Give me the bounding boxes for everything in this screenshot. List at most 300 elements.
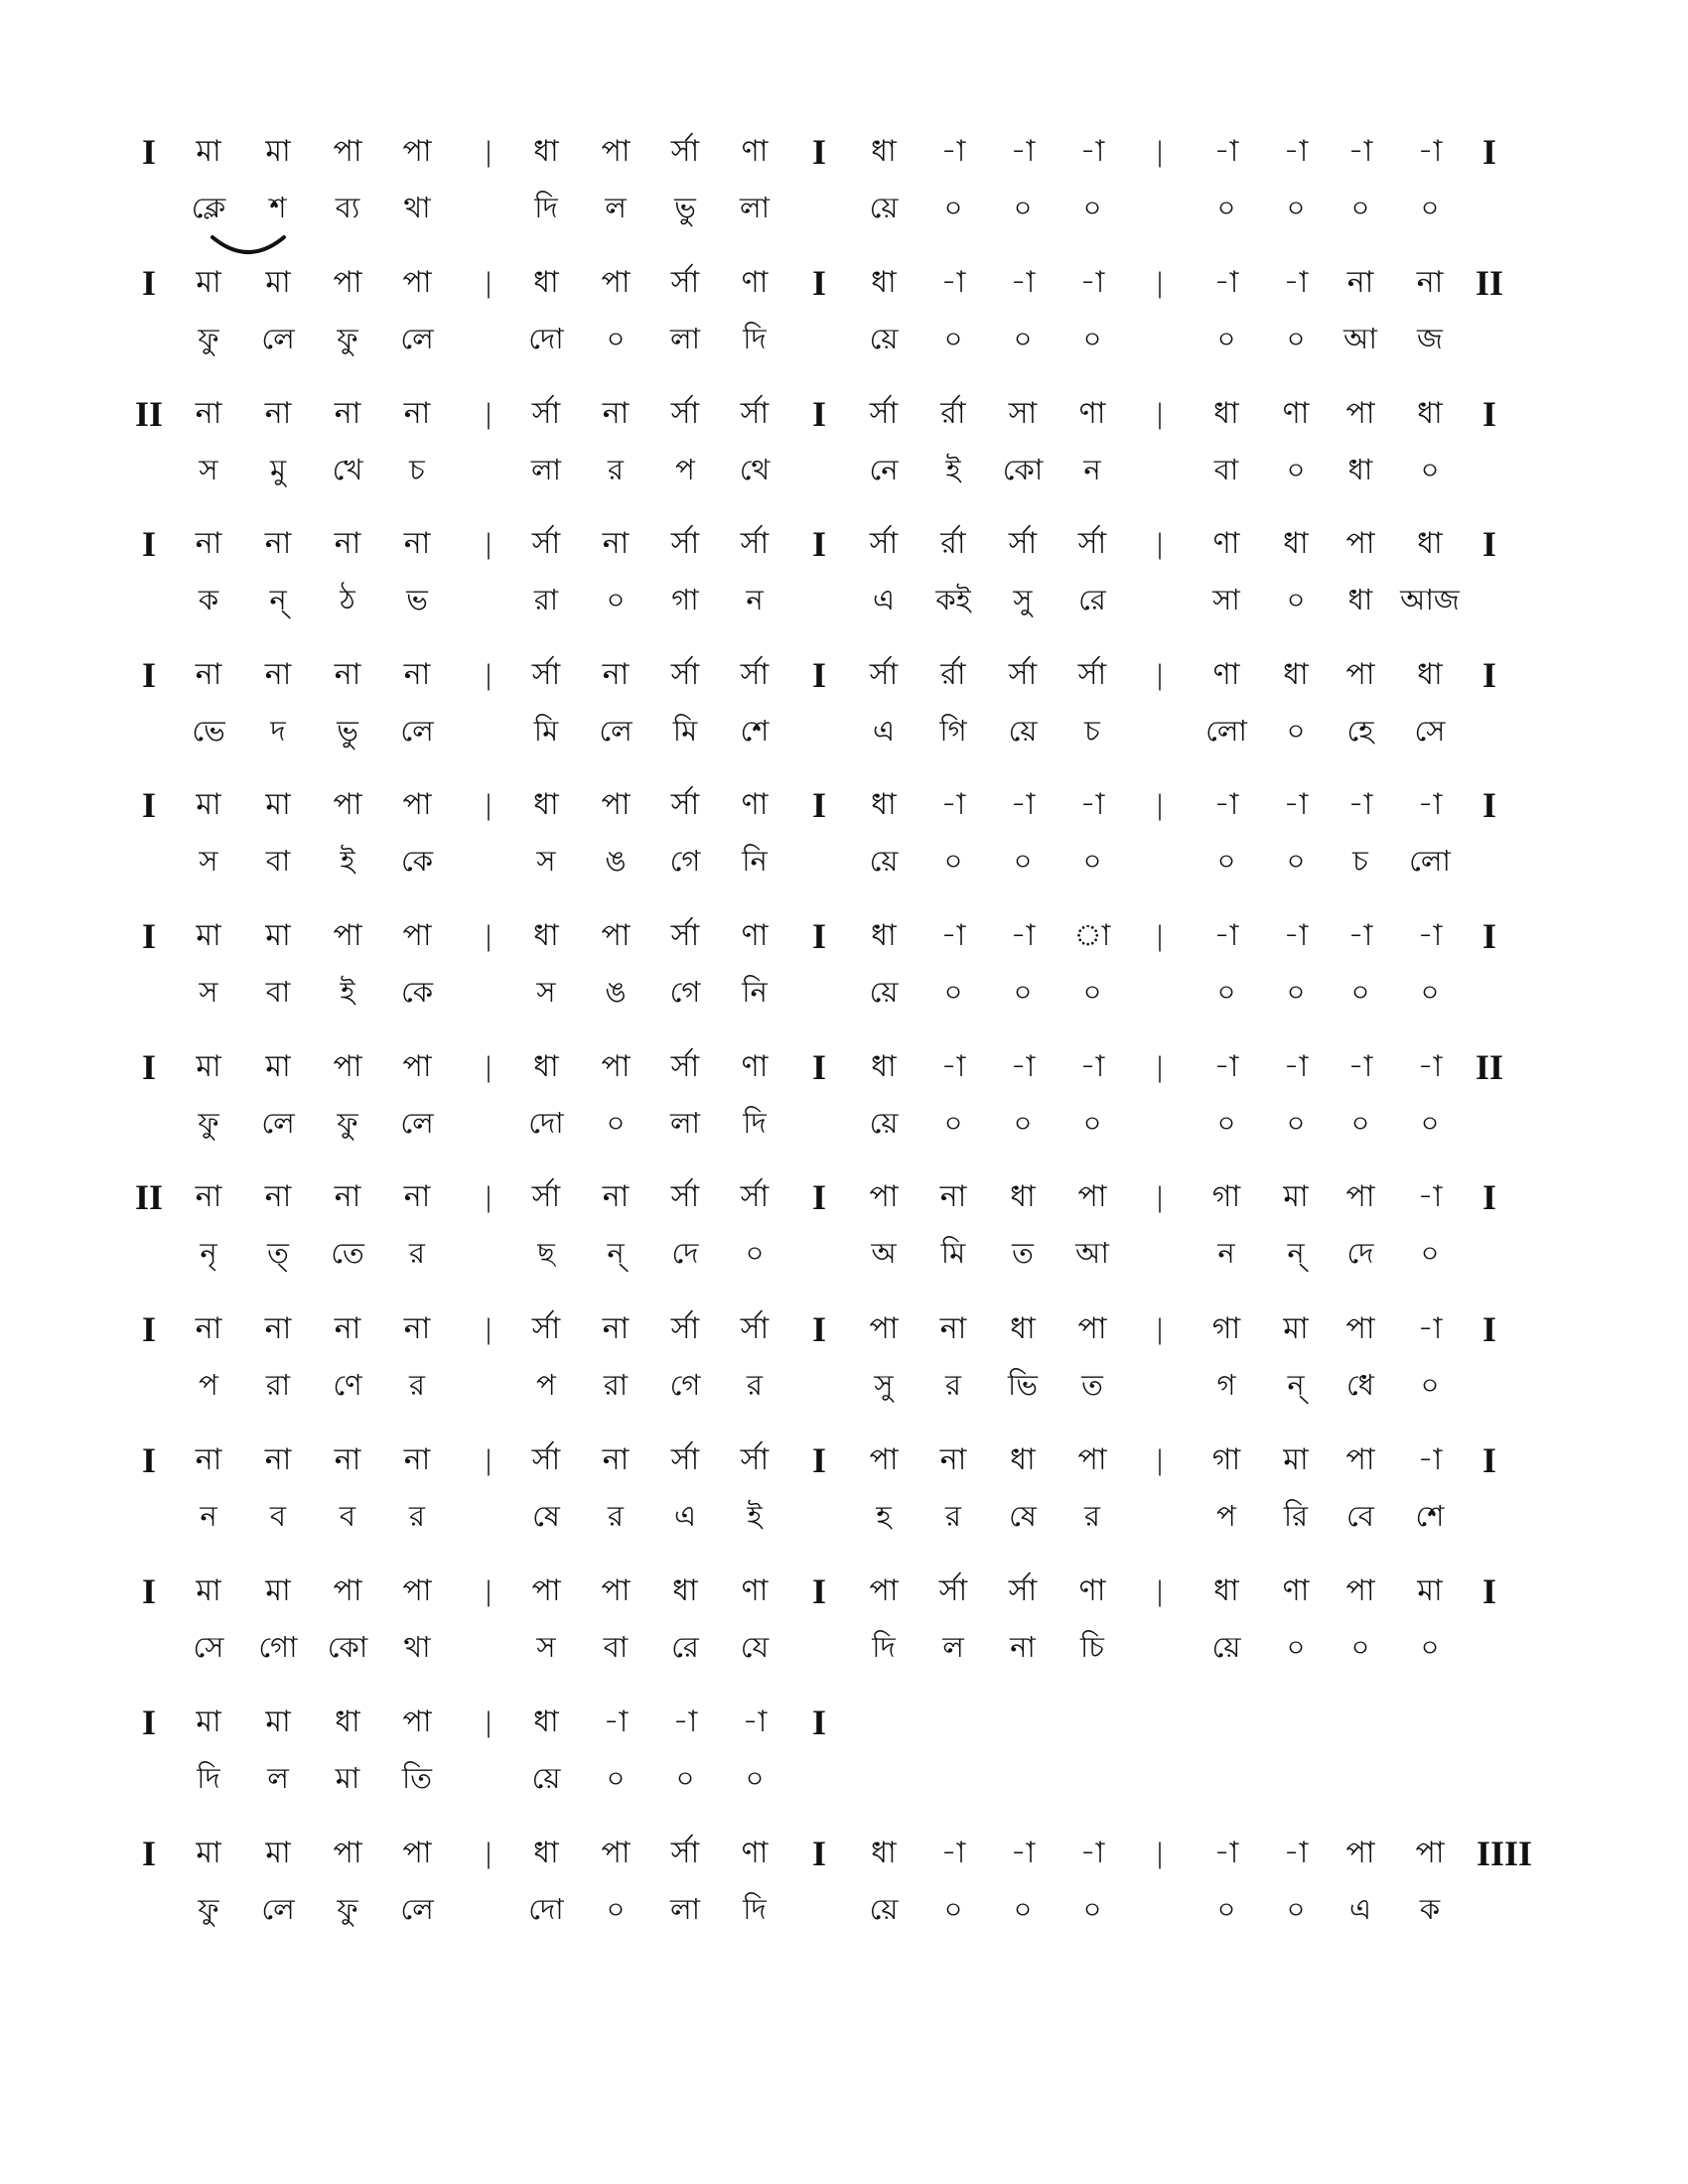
note: র্রা	[940, 396, 966, 431]
lyric-syllable: লে	[400, 1892, 434, 1926]
notes-row	[129, 1044, 1539, 1094]
note: না	[403, 1179, 431, 1214]
note: না	[195, 657, 222, 692]
lyric-syllable: ০	[745, 1236, 765, 1270]
note: র্সা	[740, 657, 770, 692]
note: না	[264, 396, 292, 431]
lyric-syllable: ন্	[1287, 1236, 1305, 1270]
note: ণা	[741, 1573, 769, 1608]
lyric-syllable: স	[536, 844, 556, 878]
note: পা	[402, 1705, 432, 1739]
lyric-syllable: ০	[1286, 1630, 1306, 1664]
note: র্রা	[940, 657, 966, 692]
lyric-syllable: এ	[1348, 1892, 1372, 1926]
bar-mark: I	[141, 132, 156, 172]
lyric-syllable: আজ	[1400, 583, 1460, 616]
note: পা	[402, 265, 432, 300]
note: না	[602, 1442, 630, 1477]
lyric-syllable: দে	[1346, 1236, 1374, 1270]
note: ণা	[1078, 396, 1106, 431]
note: পা	[869, 1311, 899, 1346]
notation-line	[129, 129, 1539, 238]
note: ধা	[871, 787, 897, 822]
notes-row	[129, 782, 1539, 832]
lyric-syllable: ভু	[337, 714, 358, 748]
lyric-syllable: গো	[258, 1630, 298, 1664]
lyric-syllable: মি	[672, 714, 698, 748]
lyric-syllable: র	[1084, 1499, 1100, 1533]
note: ধা	[533, 1049, 559, 1084]
lyric-syllable: মি	[940, 1236, 966, 1270]
lyric-syllable: ধা	[1347, 453, 1373, 486]
note: না	[403, 1311, 431, 1346]
note: মা	[265, 1573, 291, 1608]
note: -া	[1347, 787, 1373, 822]
bar-mark: |	[485, 397, 492, 430]
note: ণা	[741, 134, 769, 169]
note: না	[403, 526, 431, 561]
note: -া	[940, 265, 966, 300]
lyric-syllable: ত্	[267, 1236, 289, 1270]
lyric-syllable: দে	[671, 1236, 699, 1270]
note: না	[602, 1311, 630, 1346]
note: ধা	[1417, 396, 1443, 431]
lyric-syllable: ০	[1286, 191, 1306, 224]
notation-line	[129, 913, 1539, 1023]
lyric-syllable: গি	[939, 714, 967, 748]
note: না	[334, 657, 361, 692]
lyric-syllable: স	[199, 844, 218, 878]
bar-mark: |	[1156, 266, 1163, 299]
lyric-syllable: ই	[945, 453, 961, 486]
bar-mark: I	[1481, 1177, 1496, 1217]
note: র্সা	[1008, 1573, 1038, 1608]
lyric-syllable: শ	[269, 191, 287, 224]
bar-mark: |	[1156, 397, 1163, 430]
note: র্সা	[531, 657, 561, 692]
lyric-syllable: র	[747, 1368, 763, 1402]
lyric-syllable: যে	[740, 1630, 770, 1664]
note: ণা	[1078, 1573, 1106, 1608]
bar-mark: I	[141, 785, 156, 825]
lyric-syllable: জ	[1417, 322, 1443, 355]
lyric-syllable: স	[536, 1630, 556, 1664]
notes-row	[129, 652, 1539, 702]
lyric-syllable: ০	[1420, 453, 1440, 486]
lyric-syllable: ০	[1286, 1892, 1306, 1926]
bar-mark: II	[134, 394, 164, 434]
bar-mark: |	[485, 919, 492, 952]
note: -া	[1010, 1836, 1036, 1870]
note: না	[264, 526, 292, 561]
lyric-syllable: দো	[528, 322, 564, 355]
lyric-syllable: য়ে	[869, 975, 899, 1009]
bar-mark: |	[1156, 1180, 1163, 1213]
lyric-syllable: ধা	[1347, 583, 1373, 616]
lyric-syllable: কে	[400, 844, 434, 878]
bar-mark: |	[485, 1180, 492, 1213]
lyric-syllable: য়ে	[869, 322, 899, 355]
notation-line	[129, 391, 1539, 500]
note: পা	[601, 787, 631, 822]
lyric-syllable: নি	[742, 975, 768, 1009]
bar-mark: |	[1156, 1312, 1163, 1345]
lyric-syllable: হে	[1346, 714, 1374, 748]
lyric-syllable: লা	[669, 322, 701, 355]
note: ধা	[1010, 1179, 1036, 1214]
lyric-syllable: র	[409, 1499, 425, 1533]
lyric-syllable: গা	[671, 583, 699, 616]
notes-row	[129, 1174, 1539, 1224]
lyric-syllable: আ	[1075, 1236, 1109, 1270]
note: পা	[869, 1179, 899, 1214]
note: ধা	[1283, 526, 1309, 561]
lyric-syllable: চ	[409, 453, 425, 486]
lyric-syllable: ০	[1286, 1106, 1306, 1140]
lyrics-row	[129, 1493, 1539, 1543]
lyrics-row	[129, 447, 1539, 496]
bar-mark: |	[1156, 1837, 1163, 1869]
lyric-syllable: ০	[1286, 844, 1306, 878]
note: না	[334, 1179, 361, 1214]
lyric-syllable: ই	[340, 975, 355, 1009]
note: না	[602, 1179, 630, 1214]
note: ধা	[1010, 1311, 1036, 1346]
lyric-syllable: স	[199, 975, 218, 1009]
bar-mark: |	[1156, 788, 1163, 821]
lyric-syllable: অ	[871, 1236, 897, 1270]
bar-mark: |	[485, 1050, 492, 1083]
note: ধা	[871, 1836, 897, 1870]
note: -া	[1213, 1049, 1239, 1084]
note: -া	[1213, 787, 1239, 822]
lyrics-row	[129, 1755, 1539, 1805]
lyric-syllable: ল	[267, 1761, 289, 1795]
lyric-syllable: ০	[1216, 975, 1236, 1009]
lyric-syllable: বে	[1346, 1499, 1374, 1533]
lyric-syllable: ০	[1082, 322, 1102, 355]
bar-mark: I	[1481, 1571, 1496, 1611]
note: না	[939, 1311, 967, 1346]
note: না	[602, 657, 630, 692]
bar-mark: II	[134, 1177, 164, 1217]
lyric-syllable: ঠ	[340, 583, 355, 616]
lyric-syllable: ঙ	[605, 844, 627, 878]
lyric-syllable: য়ে	[869, 1106, 899, 1140]
lyrics-row	[129, 1230, 1539, 1280]
note: -া	[1283, 265, 1309, 300]
note: না	[1416, 265, 1444, 300]
lyric-syllable: ল	[942, 1630, 964, 1664]
lyric-syllable: য়ে	[531, 1761, 561, 1795]
note: পা	[1345, 1442, 1375, 1477]
bar-mark: I	[141, 1309, 156, 1349]
note: -া	[1417, 1311, 1443, 1346]
notation-line	[129, 1569, 1539, 1678]
lyric-syllable: সে	[193, 1630, 224, 1664]
lyric-syllable: চি	[1080, 1630, 1104, 1664]
lyric-syllable: কে	[400, 975, 434, 1009]
lyric-syllable: ব্য	[335, 191, 360, 224]
note: ধা	[533, 918, 559, 953]
notes-row	[129, 1437, 1539, 1487]
note: ণা	[741, 918, 769, 953]
bar-mark: I	[1481, 132, 1496, 172]
note: র্সা	[670, 918, 700, 953]
lyric-syllable: লা	[739, 191, 771, 224]
lyric-syllable: বা	[1213, 453, 1239, 486]
note: গা	[1211, 1442, 1241, 1477]
note: -া	[940, 1836, 966, 1870]
lyric-syllable: বা	[265, 975, 291, 1009]
bar-mark: I	[1481, 394, 1496, 434]
lyric-syllable: ০	[606, 1892, 626, 1926]
note: না	[939, 1179, 967, 1214]
bar-mark: I	[1481, 1440, 1496, 1480]
bar-mark: I	[811, 394, 826, 434]
note: র্সা	[740, 1311, 770, 1346]
lyric-syllable: ০	[1082, 191, 1102, 224]
note: না	[602, 396, 630, 431]
notation-line	[129, 652, 1539, 761]
lyric-syllable: প	[199, 1368, 218, 1402]
note: ধা	[1213, 1573, 1239, 1608]
note: ধা	[871, 134, 897, 169]
note: -া	[1079, 134, 1105, 169]
lyric-syllable: নৃ	[200, 1236, 217, 1270]
bar-mark: |	[485, 1443, 492, 1476]
lyric-syllable: লে	[400, 1106, 434, 1140]
lyric-syllable: থা	[403, 191, 431, 224]
notation-line	[129, 1700, 1539, 1809]
lyric-syllable: ০	[943, 844, 963, 878]
bar-mark: I	[811, 132, 826, 172]
lyric-syllable: ০	[943, 191, 963, 224]
note: পা	[333, 134, 362, 169]
note: মা	[1283, 1311, 1309, 1346]
note: পা	[402, 134, 432, 169]
lyric-syllable: ল	[605, 191, 627, 224]
lyrics-row	[129, 316, 1539, 365]
note: র্সা	[1008, 526, 1038, 561]
note: -া	[1213, 918, 1239, 953]
bar-mark: I	[141, 655, 156, 695]
bar-mark: |	[485, 1837, 492, 1869]
lyric-syllable: লে	[599, 714, 633, 748]
bar-mark: |	[485, 658, 492, 691]
notation-line	[129, 1437, 1539, 1547]
note: ধা	[871, 1049, 897, 1084]
note: পা	[333, 787, 362, 822]
lyric-syllable: ০	[606, 322, 626, 355]
note: পা	[601, 1836, 631, 1870]
note: -া	[1010, 1049, 1036, 1084]
lyric-syllable: ত	[1081, 1368, 1103, 1402]
lyric-syllable: দি	[197, 1761, 220, 1795]
lyric-syllable: ন	[746, 583, 764, 616]
lyric-syllable: দ	[270, 714, 286, 748]
bar-mark: I	[141, 524, 156, 564]
notes-row	[129, 521, 1539, 571]
lyric-syllable: রা	[603, 1368, 629, 1402]
note: -া	[672, 1705, 698, 1739]
lyric-syllable: ফু	[198, 1892, 219, 1926]
note: র্সা	[670, 657, 700, 692]
note: ধা	[1213, 396, 1239, 431]
note: পা	[1345, 1573, 1375, 1608]
lyrics-row	[129, 969, 1539, 1019]
note: মা	[265, 787, 291, 822]
lyric-syllable: ন্	[269, 583, 287, 616]
note: মা	[196, 1573, 221, 1608]
bar-mark: |	[1156, 1443, 1163, 1476]
lyric-syllable: না	[1010, 1630, 1036, 1664]
notes-row	[129, 1700, 1539, 1749]
note: পা	[402, 1049, 432, 1084]
note: ণা	[1212, 657, 1240, 692]
note: -া	[940, 1049, 966, 1084]
lyric-syllable: দি	[872, 1630, 896, 1664]
lyric-syllable: ০	[1216, 1892, 1236, 1926]
note: ধা	[533, 134, 559, 169]
note: পা	[1345, 1179, 1375, 1214]
bar-mark: II	[1475, 263, 1504, 303]
bar-mark: I	[811, 1834, 826, 1873]
note: মা	[265, 918, 291, 953]
notation-line	[129, 260, 1539, 369]
note: মা	[196, 265, 221, 300]
note: পা	[333, 265, 362, 300]
lyric-syllable: র	[409, 1368, 425, 1402]
lyric-syllable: ফু	[337, 1892, 358, 1926]
lyric-syllable: বা	[603, 1630, 629, 1664]
note: র্সা	[1008, 657, 1038, 692]
note: ণা	[741, 1049, 769, 1084]
note: পা	[1077, 1179, 1107, 1214]
lyric-syllable: ০	[675, 1761, 695, 1795]
note: -া	[940, 918, 966, 953]
notes-row	[129, 260, 1539, 310]
lyric-syllable: ছ	[537, 1236, 555, 1270]
lyric-syllable: ০	[606, 583, 626, 616]
note: -া	[1283, 1836, 1309, 1870]
lyric-syllable: ০	[1286, 583, 1306, 616]
lyric-syllable: ফু	[198, 322, 219, 355]
lyric-syllable: ০	[1216, 844, 1236, 878]
lyric-syllable: থে	[739, 453, 771, 486]
lyric-syllable: রি	[1283, 1499, 1309, 1533]
lyric-syllable: ০	[1216, 1106, 1236, 1140]
note: ধা	[1010, 1442, 1036, 1477]
note: র্সা	[531, 1442, 561, 1477]
lyric-syllable: ০	[1082, 844, 1102, 878]
lyric-syllable: ০	[1420, 1630, 1440, 1664]
bar-mark: |	[1156, 919, 1163, 952]
lyric-syllable: চ	[1084, 714, 1100, 748]
note: র্সা	[869, 396, 899, 431]
note: -া	[1079, 265, 1105, 300]
note: -া	[1079, 787, 1105, 822]
lyrics-row	[129, 185, 1539, 234]
lyric-syllable: ০	[1013, 191, 1033, 224]
note: মা	[1283, 1179, 1309, 1214]
note: র্সা	[670, 1311, 700, 1346]
bar-mark: I	[1481, 655, 1496, 695]
lyric-syllable: চ	[1352, 844, 1368, 878]
lyric-syllable: কো	[327, 1630, 368, 1664]
lyric-syllable: ০	[1082, 1106, 1102, 1140]
note: মা	[196, 1836, 221, 1870]
note: না	[264, 657, 292, 692]
lyric-syllable: ০	[943, 322, 963, 355]
lyric-syllable: সু	[1013, 583, 1033, 616]
note: পা	[402, 787, 432, 822]
note: -া	[1010, 787, 1036, 822]
lyric-syllable: ০	[1013, 844, 1033, 878]
lyric-syllable: র	[608, 1499, 624, 1533]
lyric-syllable: ব	[269, 1499, 287, 1533]
note: -া	[1283, 918, 1309, 953]
lyric-syllable: ০	[1420, 191, 1440, 224]
note: র্সা	[670, 134, 700, 169]
lyric-syllable: ০	[745, 1761, 765, 1795]
note: পা	[402, 1573, 432, 1608]
note: ধা	[1417, 657, 1443, 692]
lyric-syllable: র	[945, 1368, 961, 1402]
notes-row	[129, 391, 1539, 441]
note: -া	[1213, 1836, 1239, 1870]
bar-mark: I	[141, 1047, 156, 1087]
note: গা	[1211, 1311, 1241, 1346]
lyric-syllable: শে	[1415, 1499, 1445, 1533]
bar-mark: |	[485, 1574, 492, 1607]
lyric-syllable: ই	[747, 1499, 763, 1533]
lyrics-row	[129, 838, 1539, 887]
note: না	[334, 1311, 361, 1346]
lyric-syllable: ষে	[1009, 1499, 1037, 1533]
note: ণা	[1282, 396, 1310, 431]
lyric-syllable: ০	[1286, 975, 1306, 1009]
lyric-syllable: ০	[606, 1106, 626, 1140]
note: পা	[333, 1049, 362, 1084]
lyric-syllable: য়ে	[869, 1892, 899, 1926]
note: র্সা	[670, 1442, 700, 1477]
lyric-syllable: ০	[1013, 322, 1033, 355]
note: -া	[1010, 918, 1036, 953]
note: ণা	[1282, 1573, 1310, 1608]
note: -া	[940, 787, 966, 822]
lyric-syllable: মু	[269, 453, 287, 486]
note: র্সা	[670, 526, 700, 561]
lyric-syllable: ০	[1286, 453, 1306, 486]
note: ণা	[741, 265, 769, 300]
bar-mark: |	[485, 788, 492, 821]
note: সা	[1008, 396, 1038, 431]
lyric-syllable: ফু	[337, 322, 358, 355]
lyric-syllable: খে	[332, 453, 363, 486]
lyric-syllable: রা	[533, 583, 559, 616]
note: র্সা	[670, 1836, 700, 1870]
lyric-syllable: ভ	[406, 583, 428, 616]
lyric-syllable: গে	[669, 844, 701, 878]
lyrics-row	[129, 1886, 1539, 1936]
note: মা	[196, 1705, 221, 1739]
lyric-syllable: প	[1216, 1499, 1236, 1533]
lyric-syllable: থা	[403, 1630, 431, 1664]
lyric-syllable: ই	[340, 844, 355, 878]
lyric-syllable: ফু	[198, 1106, 219, 1140]
note: না	[334, 396, 361, 431]
